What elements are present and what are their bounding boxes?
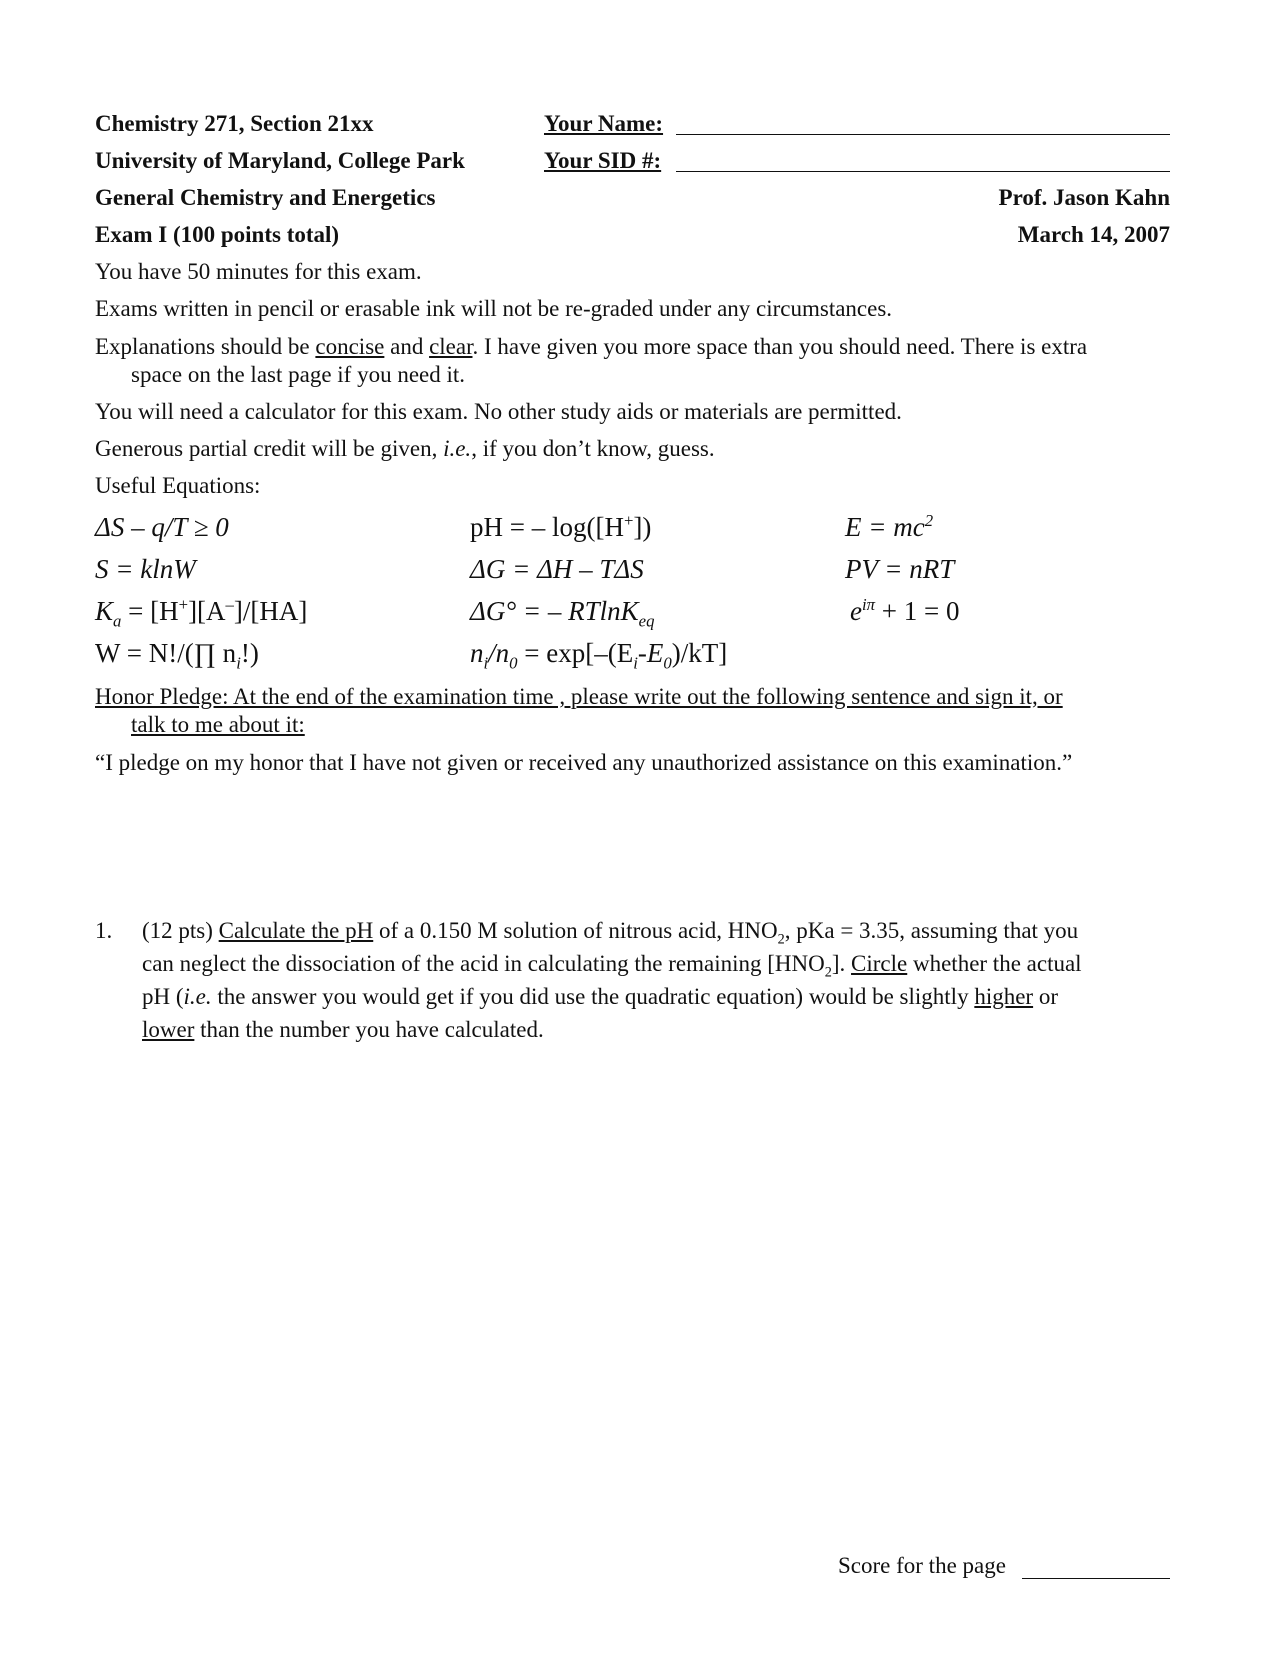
honor-pledge-statement: “I pledge on my honor that I have not given or received any unauthorized assistance on this examination.” [95,750,1073,775]
question-line-4: lower than the number you have calculated. [142,1017,544,1042]
equation-euler: $e^{i\pi} + 1 = 0$ [850,595,960,626]
credit-instruction: Generous partial credit will be given, i.e., if you don’t know, guess. [95,436,715,461]
equation-mass-energy: $E = mc^2$ [845,511,934,542]
equation-ideal-gas: PV = nRT [845,554,955,584]
sid-field[interactable] [676,171,1170,172]
exam-title: Exam I (100 points total) [95,222,340,247]
equation-multiplicity: W = N!/(∏ $n_i$!) [95,638,259,673]
score-label: Score for the page [838,1553,1006,1578]
honor-pledge-instruction: Honor Pledge: At the end of the examination time , please write out the following sentence and sign it, or [95,684,1063,709]
useful-equations-heading: Useful Equations: [95,473,261,498]
equation-ka: $K_a = [H^+][A^-]/[HA]$ [95,595,308,631]
equation-entropy: ΔS – q/T ≥ 0 [95,512,229,542]
time-instruction: You have 50 minutes for this exam. [95,259,422,284]
equation-boltzmann: S = klnW [95,554,196,584]
exam-date: March 14, 2007 [1017,222,1170,247]
subject-title: General Chemistry and Energetics [95,185,436,210]
equation-standard-gibbs: ΔG° = – RTlnK$_{eq}$ [470,596,655,631]
question-line-2: can neglect the dissociation of the acid in calculating the remaining $[HNO_2]$. Circle whether the actual [142,951,1082,981]
equation-gibbs: ΔG = ΔH – TΔS [470,554,644,584]
course-title: Chemistry 271, Section 21xx [95,111,374,136]
equation-population-ratio: $n_i/n_0 = \exp[-(E_i-E_0)/kT]$ [470,638,728,673]
score-field[interactable] [1022,1578,1170,1579]
calculator-instruction: You will need a calculator for this exam. No other study aids or materials are permitted. [95,399,902,424]
pencil-instruction: Exams written in pencil or erasable ink will not be re-graded under any circumstances. [95,296,893,321]
equation-ph: pH = – log([H+]) [470,511,652,542]
sid-label: Your SID #: [544,148,662,173]
explanation-instruction: Explanations should be concise and clear. I have given you more space than you should need. There is extra [95,334,1088,359]
honor-pledge-instruction-cont: talk to me about it: [131,712,305,737]
answer-area[interactable] [142,1060,1172,1530]
name-label: Your Name: [544,111,664,136]
university-name: University of Maryland, College Park [95,148,465,173]
question-number: 1. [95,918,113,943]
question-line-1: (12 pts) Calculate the pH of a 0.150 M solution of nitrous acid, $HNO_2$, pKa = 3.35, assuming that you [142,918,1079,948]
name-field[interactable] [676,134,1170,135]
question-line-3: pH (i.e. the answer you would get if you did use the quadratic equation) would be slightly higher or [142,984,1059,1009]
explanation-instruction-cont: space on the last page if you need it. [131,362,466,387]
professor-name: Prof. Jason Kahn [998,185,1170,210]
